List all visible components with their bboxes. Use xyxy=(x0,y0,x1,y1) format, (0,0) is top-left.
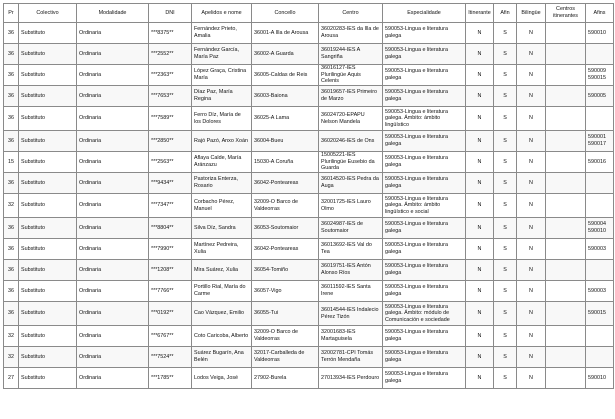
cell-bilingue: N xyxy=(517,173,546,194)
cell-pr: 32 xyxy=(4,347,19,368)
cell-dni: ***7589** xyxy=(149,107,192,131)
cell-afins xyxy=(586,194,614,218)
cell-centros-itinerantes xyxy=(546,347,586,368)
afin-code: 590015 xyxy=(588,75,606,81)
cell-afin: S xyxy=(494,107,517,131)
cell-bilingue: N xyxy=(517,368,546,389)
cell-afin: S xyxy=(494,23,517,44)
cell-dni: ***7653** xyxy=(149,86,192,107)
cell-nome: Corbacho Pérez, Manuel xyxy=(192,194,252,218)
cell-centro: 36019657-IES Primeiro de Marzo xyxy=(319,86,383,107)
cell-modalidade: Ordinaria xyxy=(77,23,149,44)
cell-especialidade: 590053-Lingua e literatura galega. Ámbito: ámbito lingüístico e social xyxy=(383,194,466,218)
cell-colectivo: Substituto xyxy=(19,218,77,239)
assignments-table-wrapper xyxy=(3,3,613,389)
cell-afins xyxy=(586,65,614,86)
cell-especialidade: 590053-Lingua e literatura galega. Ámbito: módulo de Comunicación e sociedade xyxy=(383,302,466,326)
cell-dni: ***2552** xyxy=(149,44,192,65)
cell-especialidade: 590053-Lingua e literatura galega xyxy=(383,65,466,86)
col-header-centros-itinerantes: Centros itinerantes xyxy=(546,4,586,23)
cell-dni: ***2850** xyxy=(149,131,192,152)
cell-nome: López Graça, Cristina María xyxy=(192,65,252,86)
cell-colectivo: Substituto xyxy=(19,260,77,281)
cell-colectivo: Substituto xyxy=(19,86,77,107)
cell-concello: 32009-O Barco de Valdeorras xyxy=(252,326,319,347)
table-row xyxy=(4,86,614,107)
table-row xyxy=(4,131,614,152)
cell-afins xyxy=(586,23,614,44)
cell-nome: Silva Díz, Sandra xyxy=(192,218,252,239)
cell-dni: ***2563** xyxy=(149,152,192,173)
cell-especialidade: 590053-Lingua e literatura galega xyxy=(383,368,466,389)
col-header-nome: Apelidos e nome xyxy=(192,4,252,23)
table-row xyxy=(4,173,614,194)
cell-afins xyxy=(586,173,614,194)
cell-centros-itinerantes xyxy=(546,302,586,326)
cell-bilingue: N xyxy=(517,302,546,326)
cell-concello: 36005-Caldas de Reis xyxy=(252,65,319,86)
cell-modalidade: Ordinaria xyxy=(77,86,149,107)
col-header-afins: Afins xyxy=(586,4,614,23)
cell-centro: 32002781-CPI Tomás Terrón Mendaña xyxy=(319,347,383,368)
cell-concello: 32017-Carballeda de Valdeorras xyxy=(252,347,319,368)
cell-pr: 36 xyxy=(4,23,19,44)
cell-centro: 32001683-IES Martaguisela xyxy=(319,326,383,347)
cell-colectivo: Substituto xyxy=(19,347,77,368)
table-row xyxy=(4,23,614,44)
cell-afins xyxy=(586,347,614,368)
cell-especialidade: 590053-Lingua e literatura galega xyxy=(383,260,466,281)
cell-pr: 36 xyxy=(4,65,19,86)
cell-dni: ***8804** xyxy=(149,218,192,239)
cell-centros-itinerantes xyxy=(546,86,586,107)
cell-concello: 15030-A Coruña xyxy=(252,152,319,173)
cell-dni: ***7524** xyxy=(149,347,192,368)
cell-concello: 36057-Vigo xyxy=(252,281,319,302)
col-header-modalidade: Modalidade xyxy=(77,4,149,23)
cell-concello: 36004-Bueu xyxy=(252,131,319,152)
cell-modalidade: Ordinaria xyxy=(77,65,149,86)
cell-pr: 32 xyxy=(4,194,19,218)
cell-nome: Aflaya Calde, María Aránzazu xyxy=(192,152,252,173)
cell-especialidade: 590053-Lingua e literatura galega xyxy=(383,44,466,65)
cell-concello: 36042-Ponteareas xyxy=(252,173,319,194)
cell-afins xyxy=(586,281,614,302)
cell-bilingue: N xyxy=(517,23,546,44)
table-row xyxy=(4,326,614,347)
cell-bilingue: N xyxy=(517,131,546,152)
cell-bilingue: N xyxy=(517,107,546,131)
cell-pr: 32 xyxy=(4,326,19,347)
cell-dni: ***1785** xyxy=(149,368,192,389)
cell-concello: 36003-Baiona xyxy=(252,86,319,107)
table-row xyxy=(4,44,614,65)
cell-afins xyxy=(586,86,614,107)
cell-concello: 36025-A Lama xyxy=(252,107,319,131)
cell-itinerante: N xyxy=(466,281,494,302)
cell-colectivo: Substituto xyxy=(19,194,77,218)
cell-afins xyxy=(586,326,614,347)
cell-afins xyxy=(586,44,614,65)
cell-concello: 36001-A Illa de Arousa xyxy=(252,23,319,44)
cell-concello: 36054-Tomiño xyxy=(252,260,319,281)
cell-afins xyxy=(586,131,614,152)
cell-modalidade: Ordinaria xyxy=(77,281,149,302)
cell-colectivo: Substituto xyxy=(19,23,77,44)
cell-nome: Rajó Pazó, Anxo Xoán xyxy=(192,131,252,152)
cell-centro: 15005221-IES Plurilingüe Eusebio da Guarda xyxy=(319,152,383,173)
cell-dni: ***8375** xyxy=(149,23,192,44)
cell-centros-itinerantes xyxy=(546,281,586,302)
assignments-table xyxy=(3,3,614,389)
cell-centro: 36019751-IES Antón Alonso Ríos xyxy=(319,260,383,281)
cell-itinerante: N xyxy=(466,107,494,131)
cell-pr: 36 xyxy=(4,44,19,65)
cell-especialidade: 590053-Lingua e literatura galega xyxy=(383,152,466,173)
cell-afin: S xyxy=(494,173,517,194)
cell-colectivo: Substituto xyxy=(19,302,77,326)
cell-bilingue: N xyxy=(517,194,546,218)
cell-especialidade: 590053-Lingua e literatura galega xyxy=(383,131,466,152)
cell-itinerante: N xyxy=(466,65,494,86)
cell-nome: Suárez Bugarín, Ana Belén xyxy=(192,347,252,368)
cell-colectivo: Substituto xyxy=(19,173,77,194)
cell-pr: 36 xyxy=(4,239,19,260)
cell-nome: Díaz Paz, María Regina xyxy=(192,86,252,107)
cell-concello: 36053-Soutomaior xyxy=(252,218,319,239)
afin-code: 590005 xyxy=(588,92,606,99)
cell-pr: 36 xyxy=(4,260,19,281)
cell-bilingue: N xyxy=(517,86,546,107)
cell-modalidade: Ordinaria xyxy=(77,260,149,281)
cell-bilingue: N xyxy=(517,65,546,86)
cell-itinerante: N xyxy=(466,347,494,368)
cell-itinerante: N xyxy=(466,218,494,239)
cell-modalidade: Ordinaria xyxy=(77,326,149,347)
cell-centros-itinerantes xyxy=(546,44,586,65)
col-header-concello: Concello xyxy=(252,4,319,23)
cell-itinerante: N xyxy=(466,260,494,281)
afin-code: 590010 xyxy=(588,29,606,36)
cell-centro: 36020283-IES da Illa de Arousa xyxy=(319,23,383,44)
cell-colectivo: Substituto xyxy=(19,65,77,86)
cell-centro: 36013692-IES Val do Tea xyxy=(319,239,383,260)
cell-bilingue: N xyxy=(517,326,546,347)
table-row xyxy=(4,65,614,86)
cell-modalidade: Ordinaria xyxy=(77,173,149,194)
cell-centro: 36016127-IES Plurilingüe Aquis Celenis xyxy=(319,65,383,86)
afin-code: 590010 xyxy=(588,228,606,234)
cell-afins xyxy=(586,107,614,131)
cell-colectivo: Substituto xyxy=(19,281,77,302)
table-row xyxy=(4,239,614,260)
cell-colectivo: Substituto xyxy=(19,44,77,65)
cell-pr: 36 xyxy=(4,281,19,302)
cell-afins xyxy=(586,368,614,389)
table-row xyxy=(4,194,614,218)
cell-itinerante: N xyxy=(466,173,494,194)
cell-dni: ***7990** xyxy=(149,239,192,260)
cell-centro: 36024987-IES de Soutomaior xyxy=(319,218,383,239)
cell-centro: 36011592-IES Santa Irene xyxy=(319,281,383,302)
cell-modalidade: Ordinaria xyxy=(77,131,149,152)
cell-itinerante: N xyxy=(466,86,494,107)
cell-itinerante: N xyxy=(466,302,494,326)
cell-colectivo: Substituto xyxy=(19,239,77,260)
cell-modalidade: Ordinaria xyxy=(77,218,149,239)
cell-colectivo: Substituto xyxy=(19,107,77,131)
table-row xyxy=(4,218,614,239)
cell-afin: S xyxy=(494,347,517,368)
cell-afin: S xyxy=(494,326,517,347)
cell-dni: ***6767** xyxy=(149,326,192,347)
afin-code: 590003 xyxy=(588,287,606,294)
cell-itinerante: N xyxy=(466,131,494,152)
cell-afin: S xyxy=(494,65,517,86)
cell-centro: 27013934-IES Perdouro xyxy=(319,368,383,389)
cell-afin: S xyxy=(494,131,517,152)
afin-code: 590009 xyxy=(588,68,606,75)
cell-bilingue: N xyxy=(517,347,546,368)
cell-modalidade: Ordinaria xyxy=(77,239,149,260)
cell-itinerante: N xyxy=(466,326,494,347)
cell-dni: ***1208** xyxy=(149,260,192,281)
cell-centros-itinerantes xyxy=(546,107,586,131)
col-header-afin: Afin xyxy=(494,4,517,23)
col-header-centro: Centro xyxy=(319,4,383,23)
cell-nome: Ferro Díz, María de los Dolores xyxy=(192,107,252,131)
cell-centros-itinerantes xyxy=(546,260,586,281)
cell-centros-itinerantes xyxy=(546,152,586,173)
cell-afin: S xyxy=(494,152,517,173)
afin-code: 590016 xyxy=(588,158,606,165)
cell-dni: ***0192** xyxy=(149,302,192,326)
cell-afin: S xyxy=(494,218,517,239)
table-row xyxy=(4,260,614,281)
table-row xyxy=(4,368,614,389)
cell-centros-itinerantes xyxy=(546,65,586,86)
cell-afin: S xyxy=(494,239,517,260)
cell-nome: Fernández Prieto, Amalia xyxy=(192,23,252,44)
cell-centros-itinerantes xyxy=(546,326,586,347)
cell-centro: 36014544-IES Indalecio Pérez Tizón xyxy=(319,302,383,326)
cell-afin: S xyxy=(494,86,517,107)
afin-code: 590017 xyxy=(588,141,606,147)
cell-centros-itinerantes xyxy=(546,218,586,239)
cell-modalidade: Ordinaria xyxy=(77,347,149,368)
cell-pr: 27 xyxy=(4,368,19,389)
cell-colectivo: Substituto xyxy=(19,131,77,152)
table-row xyxy=(4,347,614,368)
cell-centros-itinerantes xyxy=(546,173,586,194)
cell-itinerante: N xyxy=(466,152,494,173)
cell-afin: S xyxy=(494,260,517,281)
cell-afins xyxy=(586,152,614,173)
cell-centro: 36019244-IES A Sangriña xyxy=(319,44,383,65)
cell-modalidade: Ordinaria xyxy=(77,302,149,326)
cell-especialidade: 590053-Lingua e literatura galega xyxy=(383,86,466,107)
cell-nome: Pastoriza Enterza, Rosario xyxy=(192,173,252,194)
table-row xyxy=(4,281,614,302)
afin-code: 590010 xyxy=(588,374,606,381)
cell-centros-itinerantes xyxy=(546,131,586,152)
afin-code: 590003 xyxy=(588,245,606,252)
cell-centros-itinerantes xyxy=(546,194,586,218)
afin-code: 590015 xyxy=(588,310,606,317)
cell-centros-itinerantes xyxy=(546,368,586,389)
cell-nome: Martínez Pedreira, Xulia xyxy=(192,239,252,260)
col-header-especialidade: Especialidade xyxy=(383,4,466,23)
cell-centro: 36024720-EPAPU Nelson Mandela xyxy=(319,107,383,131)
cell-afins xyxy=(586,239,614,260)
table-body xyxy=(4,23,614,389)
cell-concello: 27902-Burela xyxy=(252,368,319,389)
cell-colectivo: Substituto xyxy=(19,368,77,389)
cell-concello: 36055-Tui xyxy=(252,302,319,326)
cell-especialidade: 590053-Lingua e literatura galega. Ámbito: ámbito lingüístico xyxy=(383,107,466,131)
cell-bilingue: N xyxy=(517,218,546,239)
col-header-itinerante: Itinerante xyxy=(466,4,494,23)
cell-especialidade: 590053-Lingua e literatura galega xyxy=(383,281,466,302)
cell-especialidade: 590053-Lingua e literatura galega xyxy=(383,347,466,368)
col-header-pr: Pr xyxy=(4,4,19,23)
cell-afins xyxy=(586,260,614,281)
cell-itinerante: N xyxy=(466,194,494,218)
cell-pr: 36 xyxy=(4,173,19,194)
cell-afin: S xyxy=(494,44,517,65)
cell-centro: 36020246-IES de Ons xyxy=(319,131,383,152)
cell-modalidade: Ordinaria xyxy=(77,194,149,218)
cell-centros-itinerantes xyxy=(546,23,586,44)
cell-concello: 32009-O Barco de Valdeorras xyxy=(252,194,319,218)
cell-concello: 36042-Ponteareas xyxy=(252,239,319,260)
cell-afin: S xyxy=(494,302,517,326)
cell-pr: 36 xyxy=(4,302,19,326)
cell-afins xyxy=(586,302,614,326)
cell-especialidade: 590053-Lingua e literatura galega xyxy=(383,173,466,194)
cell-nome: Mira Suárez, Xulia xyxy=(192,260,252,281)
cell-bilingue: N xyxy=(517,239,546,260)
cell-modalidade: Ordinaria xyxy=(77,368,149,389)
cell-nome: Lodos Veiga, José xyxy=(192,368,252,389)
col-header-colectivo: Colectivo xyxy=(19,4,77,23)
table-header xyxy=(4,4,614,23)
col-header-dni: DNI xyxy=(149,4,192,23)
cell-centro: 36014520-IES Pedra da Auga xyxy=(319,173,383,194)
cell-centros-itinerantes xyxy=(546,239,586,260)
cell-modalidade: Ordinaria xyxy=(77,107,149,131)
cell-afin: S xyxy=(494,194,517,218)
cell-colectivo: Substituto xyxy=(19,152,77,173)
cell-dni: ***2363** xyxy=(149,65,192,86)
afin-code: 590001 xyxy=(588,134,606,141)
cell-afin: S xyxy=(494,368,517,389)
cell-especialidade: 590053-Lingua e literatura galega xyxy=(383,326,466,347)
cell-bilingue: N xyxy=(517,44,546,65)
table-row xyxy=(4,152,614,173)
cell-bilingue: N xyxy=(517,260,546,281)
cell-centro: 32001725-IES Lauro Olmo xyxy=(319,194,383,218)
cell-itinerante: N xyxy=(466,239,494,260)
cell-colectivo: Substituto xyxy=(19,326,77,347)
cell-itinerante: N xyxy=(466,368,494,389)
cell-especialidade: 590053-Lingua e literatura galega xyxy=(383,239,466,260)
table-row xyxy=(4,107,614,131)
cell-nome: Portillo Rial, María do Carme xyxy=(192,281,252,302)
cell-afins xyxy=(586,218,614,239)
cell-modalidade: Ordinaria xyxy=(77,44,149,65)
cell-concello: 36002-A Guarda xyxy=(252,44,319,65)
cell-nome: Cao Vázquez, Emilio xyxy=(192,302,252,326)
cell-dni: ***9434** xyxy=(149,173,192,194)
cell-pr: 36 xyxy=(4,218,19,239)
cell-especialidade: 590053-Lingua e literatura galega xyxy=(383,23,466,44)
cell-nome: Coto Caricoba, Alberto xyxy=(192,326,252,347)
cell-especialidade: 590053-Lingua e literatura galega xyxy=(383,218,466,239)
cell-pr: 36 xyxy=(4,86,19,107)
cell-nome: Fernández García, María Paz xyxy=(192,44,252,65)
header-row xyxy=(4,4,614,23)
col-header-bilingue: Bilingüe xyxy=(517,4,546,23)
cell-pr: 36 xyxy=(4,131,19,152)
cell-modalidade: Ordinaria xyxy=(77,152,149,173)
cell-dni: ***7347** xyxy=(149,194,192,218)
cell-itinerante: N xyxy=(466,23,494,44)
cell-itinerante: N xyxy=(466,44,494,65)
cell-bilingue: N xyxy=(517,152,546,173)
cell-pr: 36 xyxy=(4,107,19,131)
cell-bilingue: N xyxy=(517,281,546,302)
afin-code: 590004 xyxy=(588,221,606,228)
cell-pr: 15 xyxy=(4,152,19,173)
cell-dni: ***7766** xyxy=(149,281,192,302)
table-row xyxy=(4,302,614,326)
cell-afin: S xyxy=(494,281,517,302)
